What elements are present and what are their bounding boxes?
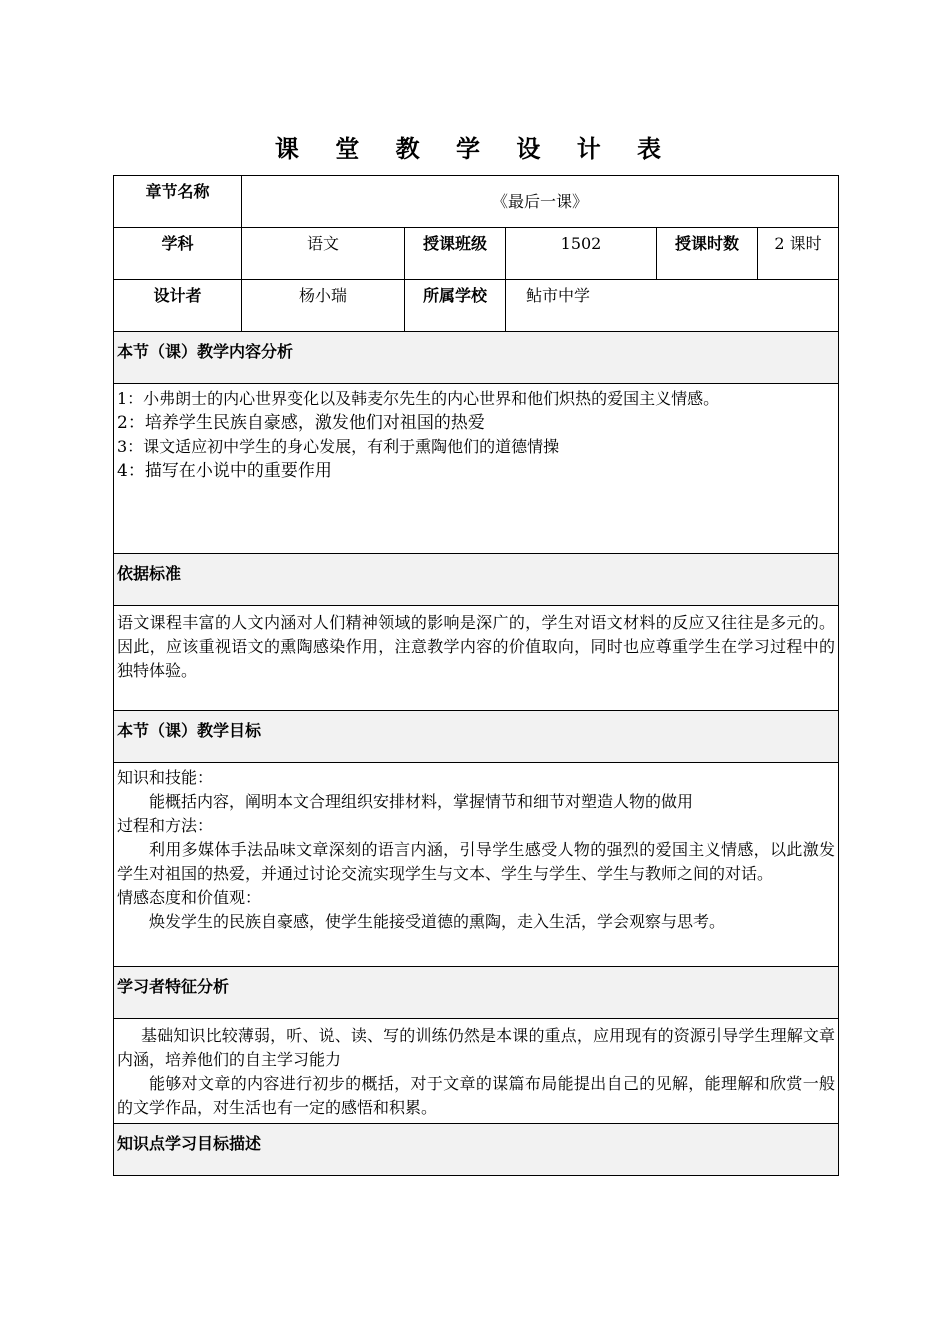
content-analysis-body bbox=[114, 384, 839, 554]
knowledge-points-heading: 知识点学习目标描述 bbox=[114, 1124, 839, 1176]
chapter-row bbox=[114, 176, 839, 228]
content-analysis-header-row bbox=[114, 332, 839, 384]
objectives-body-row bbox=[114, 763, 839, 967]
learner-para-1: 基础知识比较薄弱，听、说、读、写的训练仍然是本课的重点，应用现有的资源引导学生理解文章内涵，培养他们的自主学习能力 bbox=[117, 1026, 836, 1069]
content-line-4: 4：描写在小说中的重要作用 bbox=[117, 461, 332, 481]
learner-para-2: 能够对文章的内容进行初步的概括，对于文章的谋篇布局能提出自己的见解，能理解和欣赏一般的文学作品，对生活也有一定的感悟和积累。 bbox=[117, 1074, 836, 1117]
content-line-2: 2：培养学生民族自豪感，激发他们对祖国的热爱 bbox=[117, 413, 485, 433]
standards-header-row bbox=[114, 554, 839, 606]
content-analysis-body-row bbox=[114, 384, 839, 554]
content-line-1: 1：小弗朗士的内心世界变化以及韩麦尔先生的内心世界和他们炽热的爱国主义情感。 bbox=[117, 389, 720, 408]
designer-label: 设计者 bbox=[114, 280, 242, 332]
standards-body: 语文课程丰富的人文内涵对人们精神领域的影响是深广的，学生对语文材料的反应又往往是多元的。因此，应该重视语文的熏陶感染作用，注意教学内容的价值取向，同时也应尊重学生在学习过程中的独特体验。 bbox=[114, 606, 839, 711]
hours-label: 授课时数 bbox=[657, 228, 758, 280]
subject-label: 学科 bbox=[114, 228, 242, 280]
subject-value: 语文 bbox=[242, 228, 405, 280]
process-label: 过程和方法： bbox=[117, 816, 214, 835]
designer-value: 杨小瑞 bbox=[242, 280, 405, 332]
objectives-header-row bbox=[114, 711, 839, 763]
standards-body-row bbox=[114, 606, 839, 711]
class-label: 授课班级 bbox=[405, 228, 506, 280]
objectives-body bbox=[114, 763, 839, 967]
knowledge-text: 能概括内容，阐明本文合理组织安排材料，掌握情节和细节对塑造人物的做用 bbox=[149, 792, 694, 811]
process-text: 利用多媒体手法品味文章深刻的语言内涵，引导学生感受人物的强烈的爱国主义情感，以此激发学生对祖国的热爱，并通过讨论交流实现学生与文本、学生与学生、学生与教师之间的对话。 bbox=[117, 840, 836, 883]
lesson-design-table bbox=[113, 175, 839, 1176]
objectives-heading: 本节（课）教学目标 bbox=[114, 711, 839, 763]
learner-header-row bbox=[114, 967, 839, 1019]
content-line-3: 3：课文适应初中学生的身心发展，有利于熏陶他们的道德情操 bbox=[117, 437, 560, 456]
school-value: 鲇市中学 bbox=[506, 280, 839, 332]
knowledge-label: 知识和技能： bbox=[117, 768, 214, 787]
emotion-label: 情感态度和价值观： bbox=[117, 888, 262, 907]
learner-body bbox=[114, 1019, 839, 1124]
hours-value: 2 课时 bbox=[758, 228, 839, 280]
chapter-value: 《最后一课》 bbox=[242, 176, 839, 228]
learner-heading: 学习者特征分析 bbox=[114, 967, 839, 1019]
chapter-label: 章节名称 bbox=[114, 176, 242, 228]
standards-heading: 依据标准 bbox=[114, 554, 839, 606]
emotion-text: 焕发学生的民族自豪感，使学生能接受道德的熏陶，走入生活，学会观察与思考。 bbox=[149, 912, 726, 931]
school-label: 所属学校 bbox=[405, 280, 506, 332]
class-value: 1502 bbox=[506, 228, 657, 280]
knowledge-points-header-row bbox=[114, 1124, 839, 1176]
subject-row bbox=[114, 228, 839, 280]
content-analysis-heading: 本节（课）教学内容分析 bbox=[114, 332, 839, 384]
learner-body-row bbox=[114, 1019, 839, 1124]
page-title: 课 堂 教 学 设 计 表 bbox=[274, 135, 676, 163]
designer-row bbox=[114, 280, 839, 332]
